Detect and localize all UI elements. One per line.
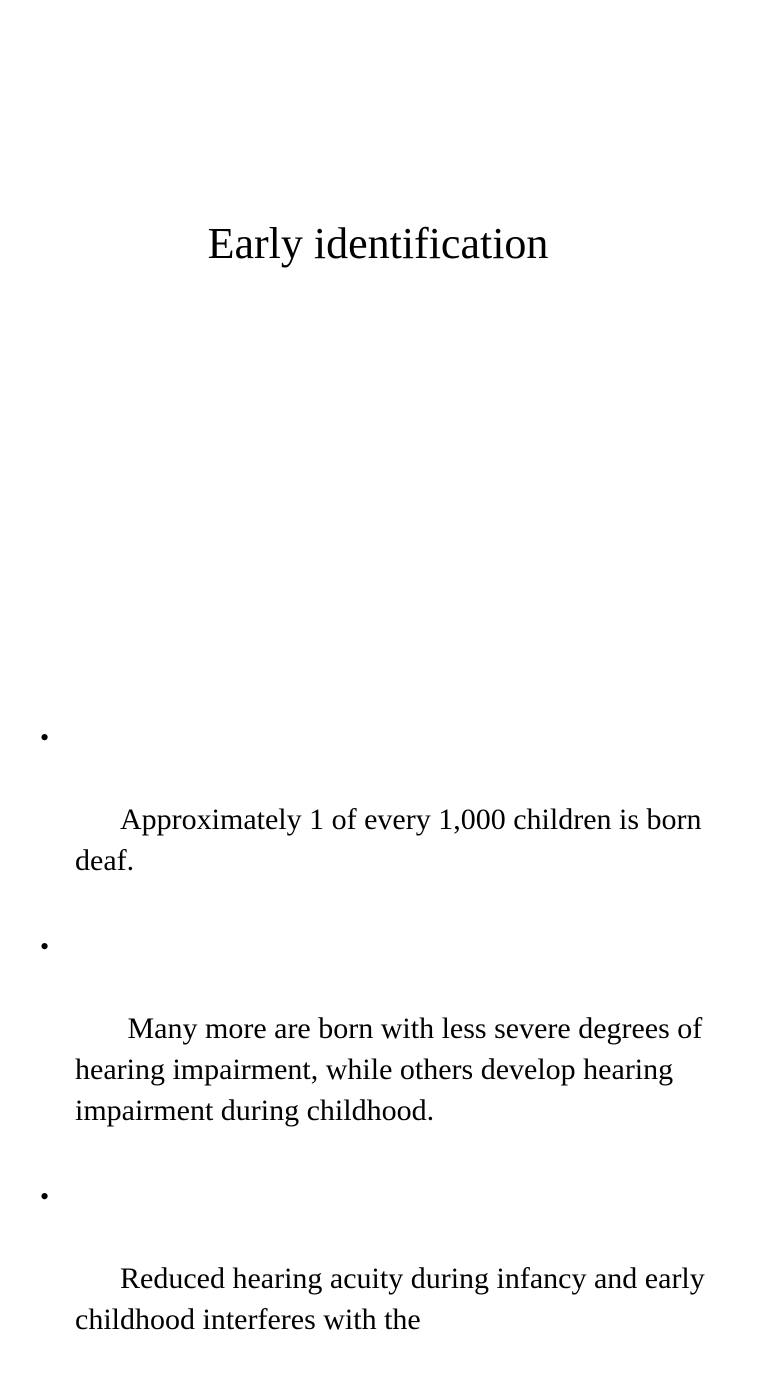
- bullet-text: Approximately 1 of every 1,000 children is born deaf.: [75, 803, 710, 877]
- bullet-list: [40, 717, 730, 1385]
- bullet-item: [40, 1176, 730, 1381]
- bullet-icon: •: [40, 1182, 50, 1211]
- bullet-icon: •: [40, 932, 50, 961]
- slide-title: Early identification: [207, 219, 549, 268]
- bullet-item: [40, 926, 730, 1172]
- bullet-text: Reduced hearing acuity during infancy and early childhood interferes with the: [75, 1262, 713, 1336]
- bullet-item: [40, 717, 730, 922]
- bullet-text: Many more are born with less severe degrees of hearing impairment, while others develop hearing impairment during childhood.: [75, 1012, 710, 1127]
- bullet-icon: •: [40, 723, 50, 752]
